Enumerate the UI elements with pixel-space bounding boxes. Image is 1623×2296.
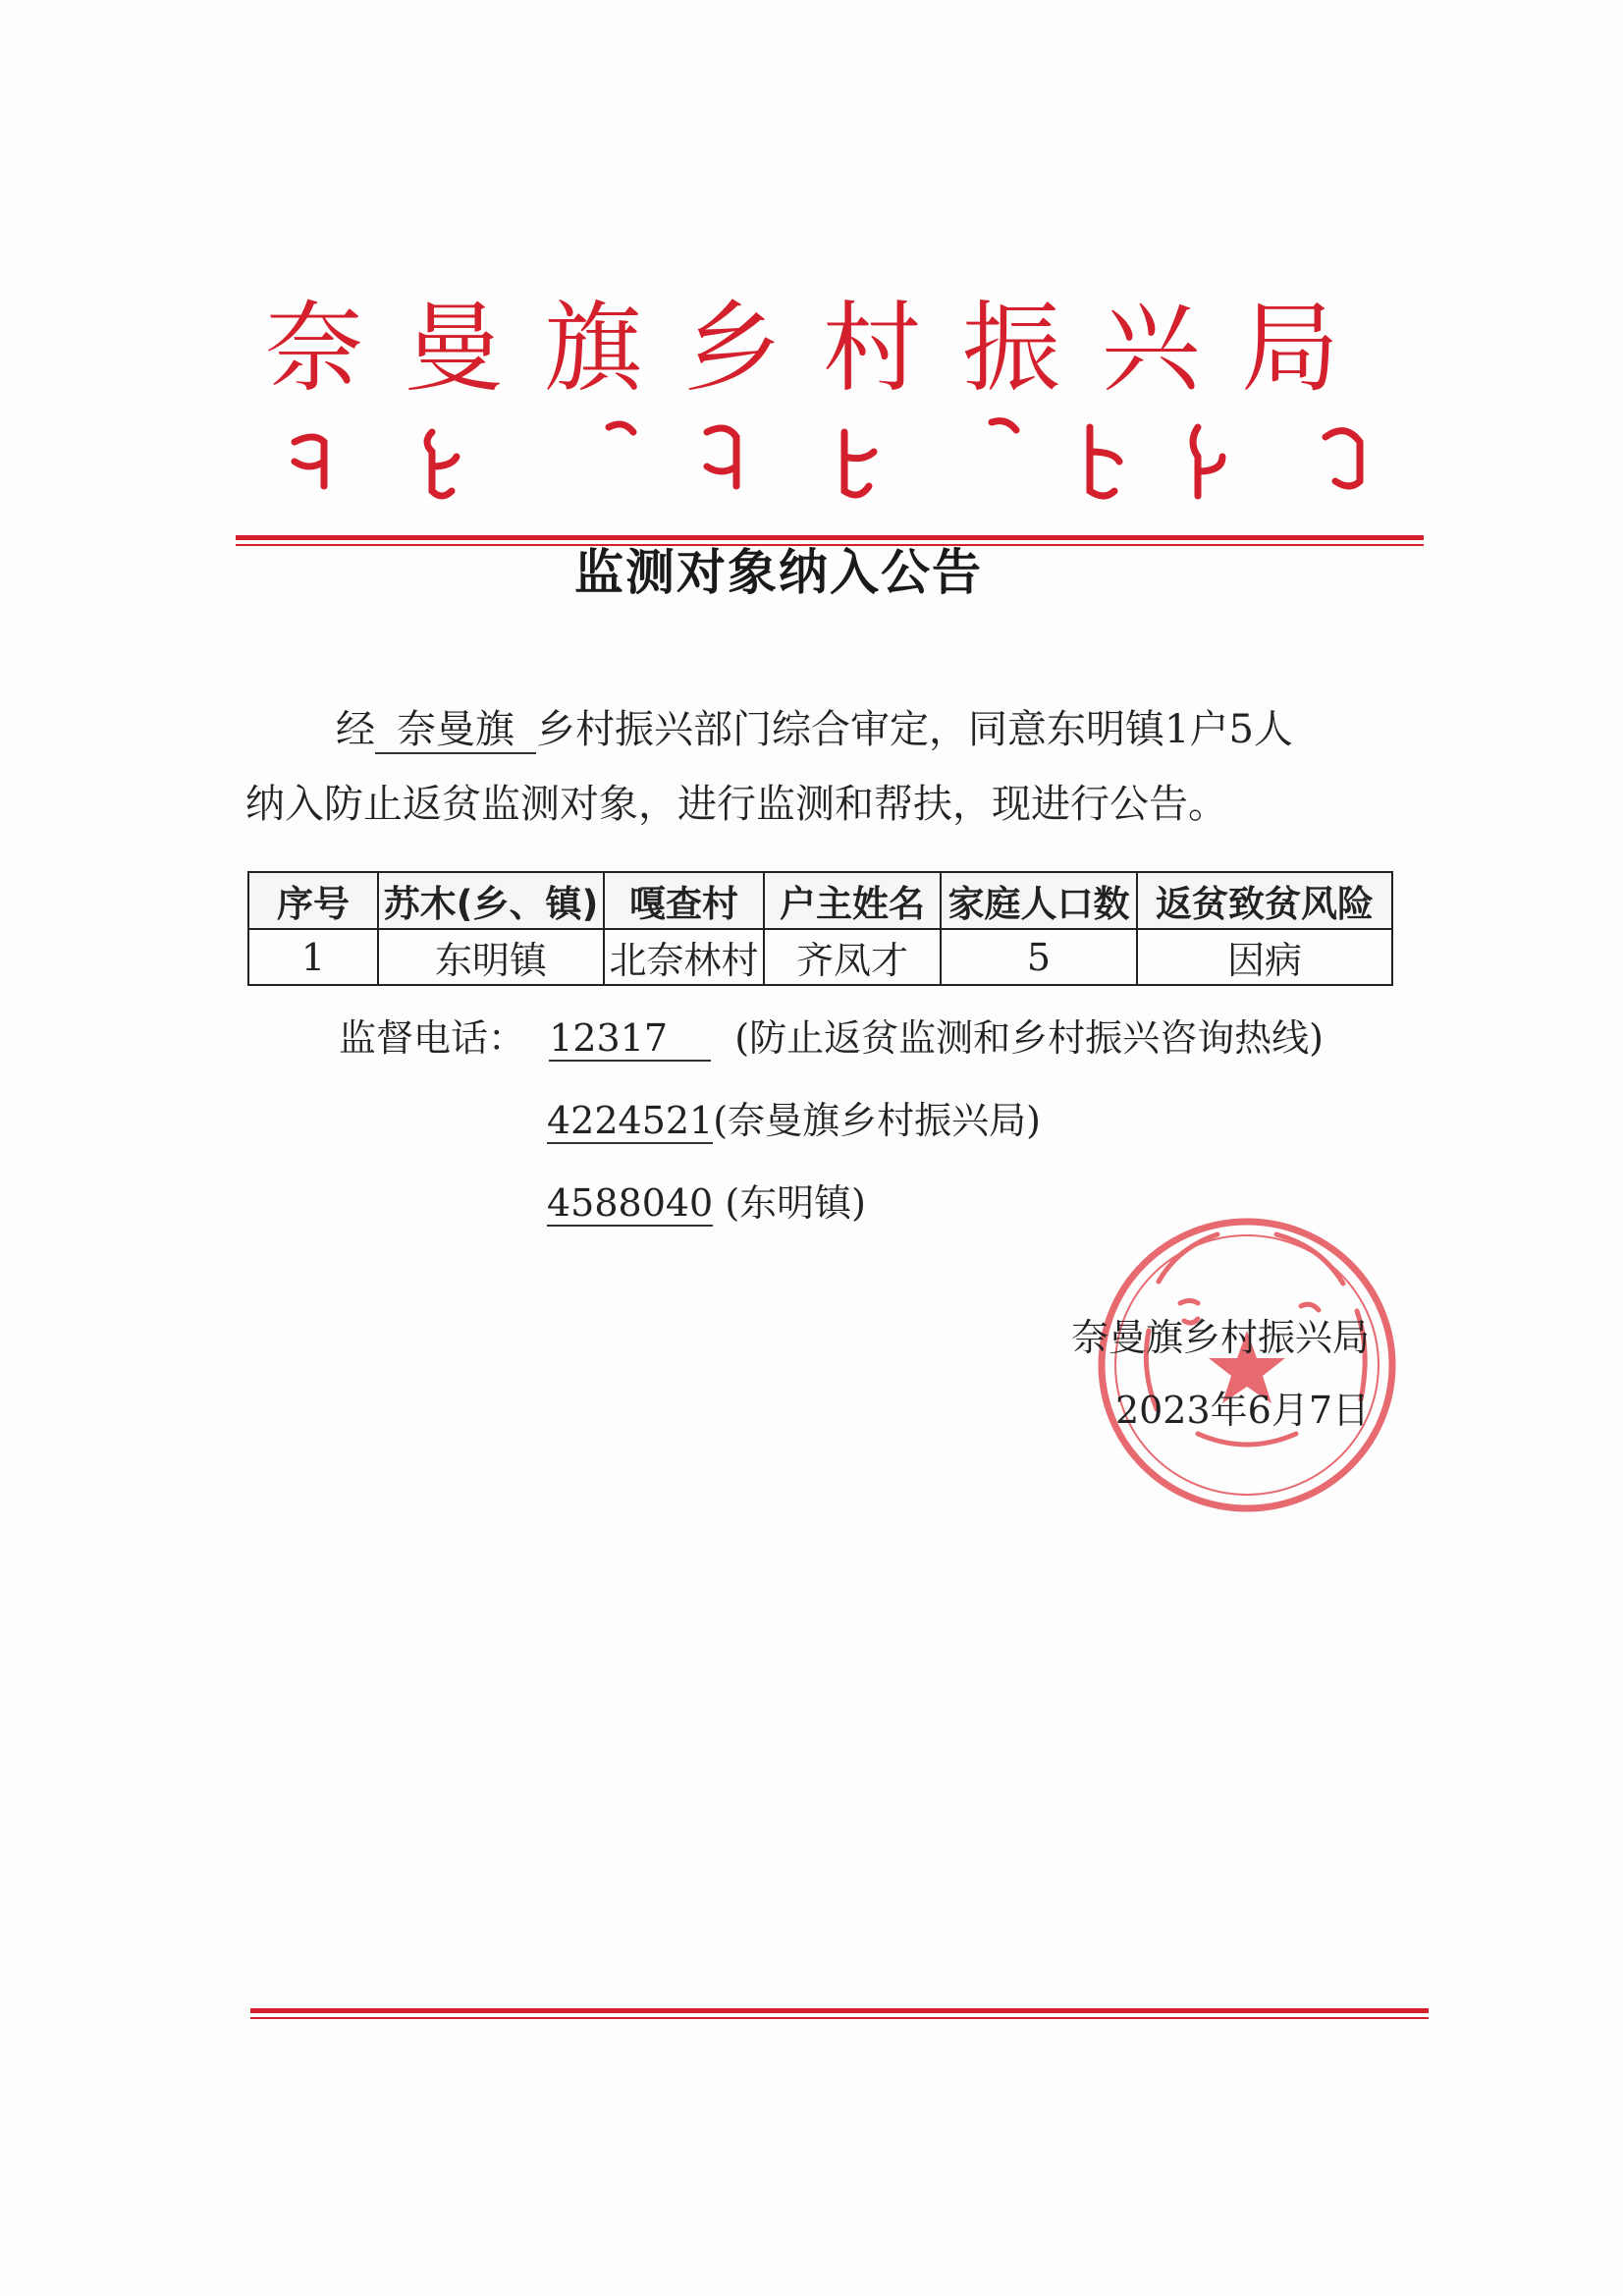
header-seq: 序号 [248, 872, 378, 929]
contact-line-1 [339, 997, 1324, 1079]
notice-body-line-2: 纳入防止返贫监测对象，进行监测和帮扶，现进行公告。 [245, 782, 1227, 827]
header-householder: 户主姓名 [764, 872, 941, 929]
footer-red-rule [250, 2008, 1429, 2019]
phone-note-town: (东明镇) [725, 1181, 866, 1225]
phone-note-bureau: (奈曼旗乡村振兴局) [713, 1099, 1041, 1142]
signature-date: 2023年6月7日 [1114, 1389, 1370, 1432]
header-family-size: 家庭人口数 [941, 872, 1137, 929]
monitoring-table [247, 871, 1393, 986]
contact-line-2 [339, 1079, 1324, 1162]
notice-prefix: 经 [336, 707, 375, 752]
notice-body-line-1 [245, 692, 1375, 767]
cell-township: 东明镇 [378, 929, 604, 985]
phone-number-bureau: 4224521 [547, 1099, 714, 1142]
signature-block [1031, 1301, 1370, 1447]
contacts-label: 监督电话： [339, 1016, 526, 1060]
table-header-row [248, 872, 1392, 929]
cell-seq: 1 [248, 929, 378, 985]
notice-body-rest: 乡村振兴部门综合审定，同意东明镇1户5人 [536, 707, 1293, 752]
agency-name-underlined: 奈曼旗 [375, 707, 536, 754]
letterhead-org-name: 奈曼旗乡村振兴局 [265, 291, 1380, 406]
phone-note-hotline: (防止返贫监测和乡村振兴咨询热线) [734, 1016, 1324, 1060]
supervision-contacts [339, 997, 1324, 1244]
header-township: 苏木(乡、镇) [378, 872, 604, 929]
cell-risk: 因病 [1137, 929, 1392, 985]
header-risk: 返贫致贫风险 [1137, 872, 1392, 929]
letterhead-mongolian-script [285, 412, 1394, 501]
phone-number-town: 4588040 [547, 1181, 714, 1225]
cell-village: 北奈林村 [604, 929, 764, 985]
cell-family-size: 5 [941, 929, 1137, 985]
table-row [248, 929, 1392, 985]
cell-householder: 齐凤才 [764, 929, 941, 985]
header-village: 嘎查村 [604, 872, 764, 929]
signature-org: 奈曼旗乡村振兴局 [1070, 1316, 1370, 1359]
phone-number-hotline: 12317 [549, 1016, 711, 1062]
notice-title: 监测对象纳入公告 [574, 544, 983, 601]
notice-body [245, 692, 1375, 842]
